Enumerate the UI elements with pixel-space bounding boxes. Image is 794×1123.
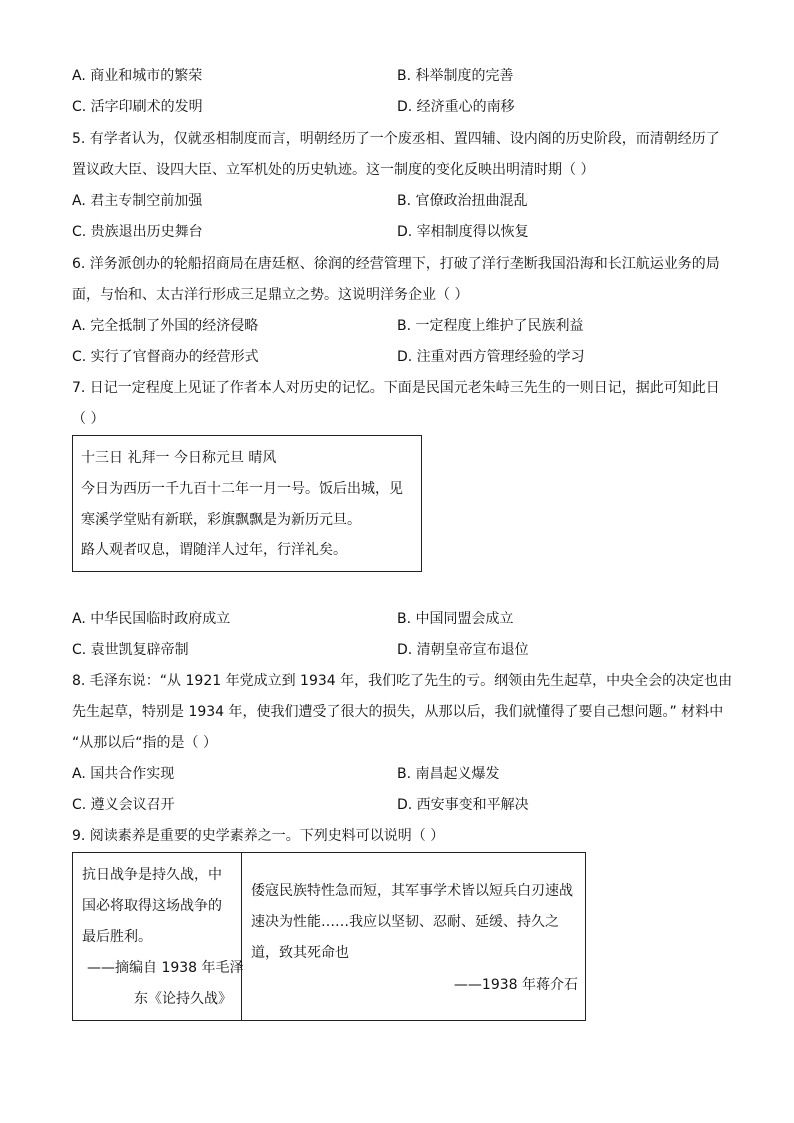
q6-stem-line-1: 6. 洋务派创办的轮船招商局在唐廷枢、徐润的经营管理下，打破了洋行垄断我国沿海和长江航运业务的局 xyxy=(72,256,720,272)
q7-option-d: D. 清朝皇帝宣布退位 xyxy=(397,642,529,658)
q5-option-a: A. 君主专制空前加强 xyxy=(72,193,203,209)
q8-option-a: A. 国共合作实现 xyxy=(72,766,175,782)
q5-stem-line-2: 置议政大臣、设四大臣、立军机处的历史轨迹。这一制度的变化反映出明清时期（ ） xyxy=(72,162,595,178)
q9-table-divider xyxy=(241,853,242,1020)
q4-option-d: D. 经济重心的南移 xyxy=(397,99,515,115)
q7-option-a: A. 中华民国临时政府成立 xyxy=(72,611,231,627)
q9-right-citation: ——1938 年蒋介石 xyxy=(453,977,578,993)
q7-diary-line-3: 寒溪学堂贴有新联，彩旗飘飘是为新历元旦。 xyxy=(81,512,361,528)
q9-left-line-3: 最后胜利。 xyxy=(82,929,152,945)
q5-option-d: D. 宰相制度得以恢复 xyxy=(397,224,529,240)
q6-option-a: A. 完全抵制了外国的经济侵略 xyxy=(72,318,259,334)
q8-stem-line-2: 先生起草，特别是 1934 年，使我们遭受了很大的损失，从那以后，我们就懂得了要自己想问题。” 材料中 xyxy=(72,704,724,720)
q6-option-c: C. 实行了官督商办的经营形式 xyxy=(72,349,259,365)
q5-stem-line-1: 5. 有学者认为，仅就丞相制度而言，明朝经历了一个废丞相、置四辅、设内阁的历史阶段，而清朝经历了 xyxy=(72,131,720,147)
q7-diary-box xyxy=(72,435,422,572)
q6-option-b: B. 一定程度上维护了民族利益 xyxy=(397,318,584,334)
q5-option-b: B. 官僚政治扭曲混乱 xyxy=(397,193,528,209)
q9-stem: 9. 阅读素养是重要的史学素养之一。下列史料可以说明（ ） xyxy=(72,828,445,844)
q9-right-line-1: 倭寇民族特性急而短，其军事学术皆以短兵白刃速战 xyxy=(251,883,573,899)
q7-diary-line-4: 路人观者叹息，谓随洋人过年，行洋礼矣。 xyxy=(81,542,347,558)
q8-stem-line-3: “从那以后“指的是（ ） xyxy=(72,735,217,751)
q9-source-table xyxy=(72,852,586,1021)
q4-option-a: A. 商业和城市的繁荣 xyxy=(72,68,203,84)
q7-diary-line-2: 今日为西历一千九百十二年一月一号。饭后出城，见 xyxy=(81,481,403,497)
q4-option-b: B. 科举制度的完善 xyxy=(397,68,514,84)
q6-option-d: D. 注重对西方管理经验的学习 xyxy=(397,349,585,365)
q9-left-citation-1: ——摘编自 1938 年毛泽 xyxy=(87,960,244,976)
q4-option-c: C. 活字印刷术的发明 xyxy=(72,99,203,115)
q9-left-citation-2: 东《论持久战》 xyxy=(134,991,232,1007)
q8-stem-line-1: 8. 毛泽东说：“从 1921 年党成立到 1934 年，我们吃了先生的亏。纲领由先生起草，中央全会的决定也由 xyxy=(72,673,733,689)
q7-diary-line-1: 十三日 礼拜一 今日称元旦 晴风 xyxy=(81,450,277,466)
q8-option-d: D. 西安事变和平解决 xyxy=(397,797,529,813)
q7-stem-line-1: 7. 日记一定程度上见证了作者本人对历史的记忆。下面是民国元老朱峙三先生的一则日记，据此可知此日 xyxy=(72,380,720,396)
q7-stem-line-2: （ ） xyxy=(72,411,105,427)
q6-stem-line-2: 面，与怡和、太古洋行形成三足鼎立之势。这说明洋务企业（ ） xyxy=(72,287,469,303)
q9-right-line-3: 道，致其死命也 xyxy=(251,945,349,961)
q7-option-b: B. 中国同盟会成立 xyxy=(397,611,514,627)
q9-left-line-2: 国必将取得这场战争的 xyxy=(82,898,222,914)
q9-left-line-1: 抗日战争是持久战，中 xyxy=(82,867,222,883)
q8-option-b: B. 南昌起义爆发 xyxy=(397,766,500,782)
q9-right-line-2: 速决为性能……我应以坚韧、忍耐、延缓、持久之 xyxy=(251,914,559,930)
q5-option-c: C. 贵族退出历史舞台 xyxy=(72,224,203,240)
q8-option-c: C. 遵义会议召开 xyxy=(72,797,175,813)
q7-option-c: C. 袁世凯复辟帝制 xyxy=(72,642,189,658)
